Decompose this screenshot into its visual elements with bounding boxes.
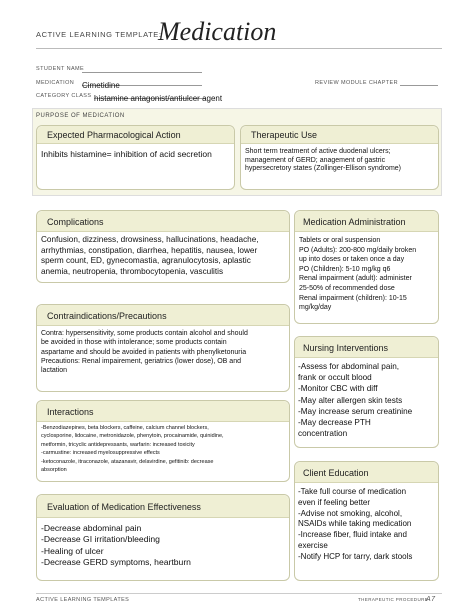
therapeutic-use-line: hypersecretory states (Zollinger-Ellison syndrome): [245, 165, 401, 173]
expected-action-body: [41, 149, 212, 159]
expected-action-line: Inhibits histamine= inhibition of acid secretion: [41, 149, 212, 159]
client-ed-line: -Notify HCP for tarry, dark stools: [298, 551, 413, 561]
med-admin-body: [299, 236, 416, 313]
med-admin-title: Medication Administration: [303, 217, 406, 227]
interactions-title: Interactions: [47, 407, 94, 417]
nursing-line: -Assess for abdominal pain,: [298, 362, 400, 371]
client-ed-title: Client Education: [303, 468, 369, 478]
contraindications-body: [41, 329, 248, 375]
evaluation-line: -Healing of ulcer: [41, 545, 104, 556]
evaluation-line: -Decrease GERD symptoms, heartburn: [41, 557, 191, 568]
client-ed-box: [294, 461, 439, 581]
contraindications-line: be avoided in those with intolerance; some products contain: [41, 339, 227, 347]
interactions-body: [41, 424, 224, 474]
header-divider: [36, 48, 442, 49]
complications-line: sperm count, ED, gynecomastia, agranulocytosis, aplastic: [41, 256, 251, 265]
footer-right-label: THERAPEUTIC PROCEDURE: [358, 597, 429, 602]
therapeutic-use-title: Therapeutic Use: [251, 130, 318, 140]
evaluation-title: Evaluation of Medication Effectiveness: [47, 502, 201, 512]
contraindications-line: aspartame and should be avoided in patients with phenylketonuria: [41, 348, 247, 356]
medication-label: MEDICATION: [36, 80, 75, 86]
page-number: A7: [426, 596, 436, 603]
medication-value: Cimetidine: [82, 81, 120, 90]
therapeutic-use-line: management of GERD; anagement of gastric: [245, 156, 386, 164]
footer-divider: [36, 593, 442, 594]
med-admin-line: 25-50% of recommended dose: [299, 284, 395, 292]
client-ed-line: even if feeling better: [298, 497, 371, 507]
complications-line: arrhythmias, constipation, diarrhea, hepatitis, nausea, lower: [41, 245, 258, 255]
client-ed-line: -Increase fiber, fluid intake and: [298, 530, 407, 540]
interactions-line: -ketoconazole, itraconazole, atazanavir, delavirdine, gefitinib: decrease: [41, 458, 214, 465]
med-admin-line: PO (Adults): 200-800 mg/daily broken: [299, 246, 417, 254]
student-name-label: STUDENT NAME: [36, 66, 85, 72]
nursing-title: Nursing Interventions: [303, 343, 389, 353]
nursing-line: -May decrease PTH: [298, 418, 371, 428]
contraindications-line: lactation: [41, 367, 68, 375]
review-module-label: REVIEW MODULE CHAPTER: [315, 80, 398, 86]
nursing-line: -Monitor CBC with diff: [298, 384, 378, 394]
interactions-line: -Benzodiazepines, beta blockers, caffeine, calcium channel blockers,: [41, 425, 209, 431]
evaluation-body: [41, 523, 191, 569]
evaluation-line: -Decrease abdominal pain: [41, 523, 142, 533]
category-class-label: CATEGORY CLASS: [36, 93, 92, 99]
footer-left: ACTIVE LEARNING TEMPLATES: [36, 597, 130, 603]
client-ed-line: exercise: [298, 540, 328, 550]
nursing-line: -May alter allergen skin tests: [298, 395, 403, 405]
therapeutic-use-box: [240, 125, 439, 190]
category-class-field[interactable]: [94, 89, 223, 103]
med-admin-line: up into doses or taken once a day: [299, 256, 405, 264]
nursing-line: -May increase serum creatinine: [298, 406, 413, 416]
med-admin-line: Renal impairment (adult): administer: [299, 275, 412, 283]
nursing-body: [298, 361, 412, 439]
therapeutic-use-body: [245, 148, 401, 174]
contraindications-line: Contra: hypersensitivity, some products contain alcohol and should: [41, 330, 248, 337]
client-ed-line: -Take full course of medication: [298, 487, 407, 496]
medication-field[interactable]: [82, 76, 202, 90]
nursing-line: frank or occult blood: [298, 373, 372, 383]
evaluation-box: [36, 494, 290, 581]
therapeutic-use-line: Short term treatment of active duodenal ulcers;: [245, 148, 391, 155]
med-admin-box: [294, 210, 439, 324]
student-name-field[interactable]: [82, 63, 202, 73]
purpose-label: PURPOSE OF MEDICATION: [36, 113, 125, 119]
med-admin-line: Tablets or oral suspension: [299, 237, 381, 244]
nursing-box: [294, 336, 439, 448]
interactions-line: metformin, tricyclic antidepressants, warfarin: increased toxicity: [41, 441, 195, 448]
evaluation-line: -Decrease GI irritation/bleeding: [41, 534, 160, 545]
interactions-line: cyclosporine, lidocaine, metronidazole, phenytoin, procainamide, quinidine,: [41, 433, 224, 440]
contraindications-title: Contraindications/Precautions: [47, 311, 167, 321]
interactions-line: -carmustine: increased myelosuppressive effects: [41, 450, 160, 457]
complications-line: anemia, neutropenia, thrombocytopenia, vasculitis: [41, 266, 224, 276]
complications-box: [36, 210, 290, 283]
complications-title: Complications: [47, 217, 104, 227]
complications-body: [41, 235, 259, 277]
med-admin-line: Renal impairment (children): 10-15: [299, 294, 407, 302]
client-ed-body: [298, 487, 412, 563]
review-module-field[interactable]: [400, 76, 438, 86]
contraindications-box: [36, 304, 290, 392]
client-ed-line: NSAIDs while taking medication: [298, 519, 412, 529]
client-ed-line: -Advise not smoking, alcohol,: [298, 508, 403, 518]
med-admin-line: PO (Children): 5-10 mg/kg q6: [299, 265, 391, 273]
nursing-line: concentration: [298, 429, 348, 439]
expected-action-box: [36, 125, 235, 190]
template-prefix: ACTIVE LEARNING TEMPLATE:: [36, 30, 162, 39]
expected-action-title: Expected Pharmacological Action: [47, 130, 181, 140]
contraindications-line: Precautions: Renal impairement, geriatrics (lower dose), OB and: [41, 357, 241, 365]
interactions-line: absorption: [41, 467, 67, 474]
med-admin-line: mg/kg/day: [299, 304, 332, 312]
interactions-box: [36, 400, 290, 482]
complications-line: Confusion, dizziness, drowsiness, hallucinations, headache,: [41, 235, 259, 244]
page-title: Medication: [158, 17, 277, 46]
category-class-value: histamine antagonist/antiulcer agent: [94, 94, 223, 103]
